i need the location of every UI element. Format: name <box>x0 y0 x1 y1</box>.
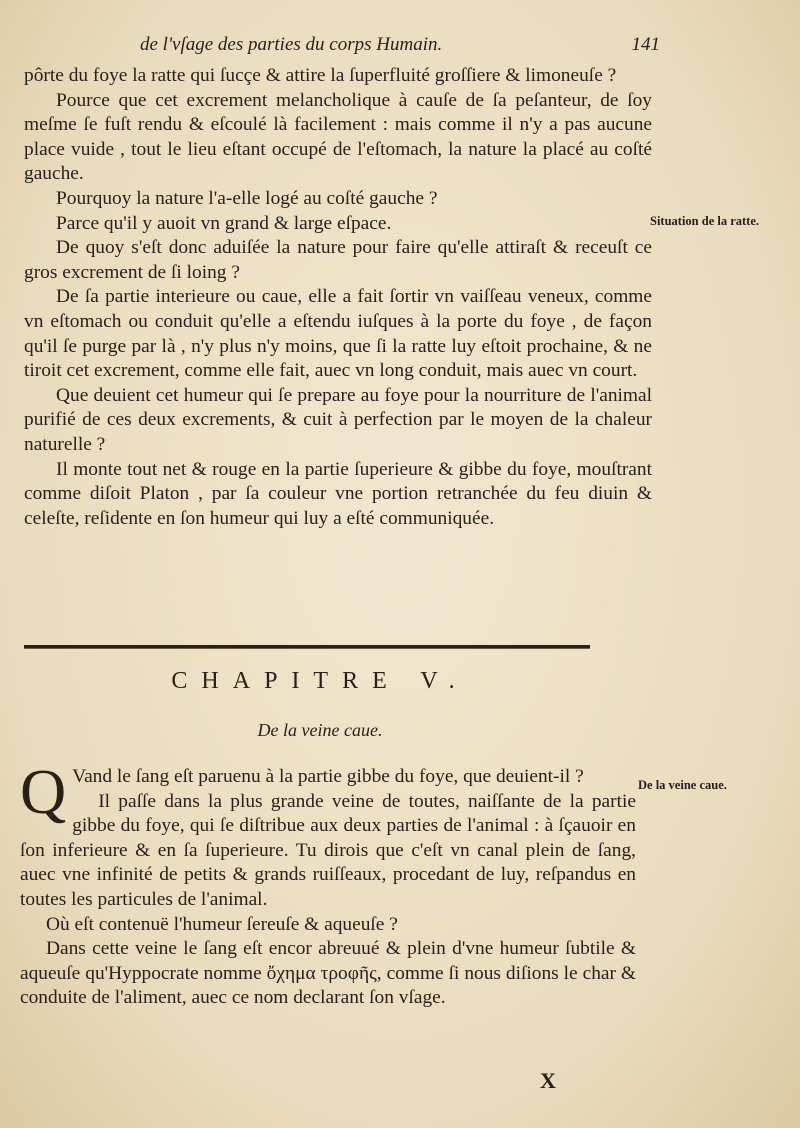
running-head <box>140 34 660 56</box>
page-number: 141 <box>631 34 660 55</box>
paragraph: Dans cette veine le ſang eſt encor abreuué & plein d'vne humeur ſubtile & aqueuſe qu'Hyppocrate nomme ὄχημα τροφῆς, comme ſi nous diſions le char & conduite de l'aliment, auec ce nom declarant ſon vſage. <box>20 938 636 1009</box>
body-text-top <box>24 64 652 531</box>
chapter-title: CHAPITRE V. <box>171 668 469 694</box>
paragraph: Il paſſe dans la plus grande veine de toutes, naiſſante de la partie gibbe du foye, qui ſe diſtribue aux deux parties de l'animal : à ſçauoir en ſon inferieure & en ſa ſuperieure. Tu dirois que c'eſt vn canal plein de ſang, auec vne infinité de petits & grands ruiſſeaux, procedant de luy, reſpandus en toutes les particules de l'animal. <box>20 790 636 910</box>
margin-note-veine: De la veine caue. <box>638 778 727 792</box>
drop-cap: Q <box>20 756 67 827</box>
paragraph: De ſa partie interieure ou caue, elle a fait ſortir vn vaiſſeau veneux, comme vn eſtomach ou conduit qu'elle a eſtendu iuſques à la porte du foye , de façon qu'il ſe purge par là , n'y plus n'y moins, que ſi la ratte luy eſtoit prochaine, & ne tiroit cet excrement, comme elle fait, auec vn long conduit, mais auec vn court. <box>24 286 652 382</box>
paragraph: Pource que cet excrement melancholique à cauſe de ſa peſanteur, de ſoy meſme ſe fuſt rendu & eſcoulé là facilement : mais comme il n'y a pas aucune place vuide , tout le lieu eſtant occupé de l'eſtomach, la nature la placé au coſté gauche. <box>24 89 652 185</box>
body-text-chapter <box>20 756 636 1011</box>
signature-mark: X <box>540 1068 556 1093</box>
paragraph: Il monte tout net & rouge en la partie ſuperieure & gibbe du foye, mouſtrant comme diſoit Platon , par ſa couleur vne portion retranchée du feu diuin & celeſte, reſidente en ſon humeur qui luy a eſté communiquée. <box>24 458 652 529</box>
paragraph: Pourquoy la nature l'a-elle logé au coſté gauche ? <box>56 187 438 209</box>
paragraph: pôrte du foye la ratte qui ſucçe & attire la ſuperfluité groſſiere & limoneuſe ? <box>24 65 617 86</box>
paragraph: Où eſt contenuë l'humeur ſereuſe & aqueuſe ? <box>46 913 398 935</box>
running-head-title: de l'vſage des parties du corps Humain. <box>140 34 443 55</box>
paragraph: Parce qu'il y auoit vn grand & large eſpace. <box>56 212 392 234</box>
chapter-rule <box>24 645 590 649</box>
paragraph <box>20 756 636 827</box>
paragraph: De quoy s'eſt donc aduiſée la nature pour faire qu'elle attiraſt & receuſt ce gros excrement de ſi loing ? <box>24 237 652 283</box>
chapter-subtitle: De la veine caue. <box>257 720 383 740</box>
margin-note-situation: Situation de la ratte. <box>650 214 760 228</box>
paragraph: Que deuient cet humeur qui ſe prepare au foye pour la nourriture de l'animal purifié de ces deux excrements, & cuit à perfection par le moyen de la chaleur naturelle ? <box>24 384 652 455</box>
paragraph-text: Vand le ſang eſt paruenu à la partie gibbe du foye, que deuient-il ? <box>72 766 584 787</box>
